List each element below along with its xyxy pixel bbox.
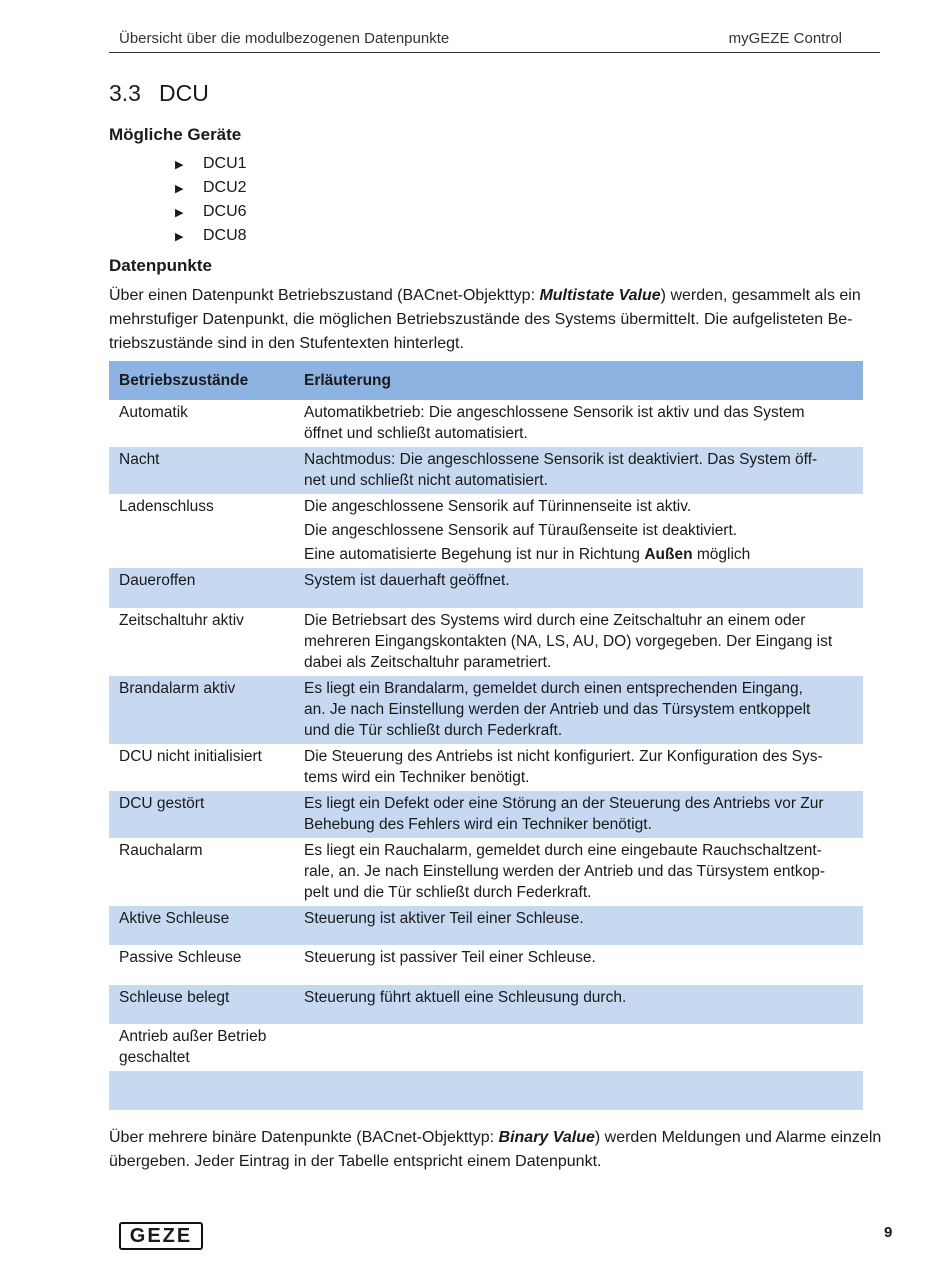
bullet-triangle-icon: ▶ xyxy=(175,207,184,219)
geze-logo: GEZE xyxy=(119,1222,203,1250)
binary-intro xyxy=(109,1126,919,1174)
object-type: Binary Value xyxy=(498,1129,595,1146)
table-row xyxy=(109,400,863,447)
description-cell: Es liegt ein Defekt oder eine Störung an der Steuerung des Antriebs vor Zur Behebung des Fehlers wird ein Techniker benötigt. xyxy=(294,791,863,838)
description-cell: Automatikbetrieb: Die angeschlossene Sensorik ist aktiv und das System öffnet und schließt automatisiert. xyxy=(304,404,805,442)
state-cell: Aktive Schleuse xyxy=(109,906,294,945)
state-cell: Nacht xyxy=(109,447,294,494)
table-row xyxy=(109,744,863,791)
state-cell: Ladenschluss xyxy=(119,498,214,515)
description-cell: Steuerung führt aktuell eine Schleusung durch. xyxy=(294,985,863,1024)
binary-text: ) werden Meldungen und Alarme einzeln xyxy=(594,1129,882,1146)
state-cell: Automatik xyxy=(119,404,188,421)
list-item xyxy=(175,178,247,202)
description-cell xyxy=(294,1024,863,1071)
states-table xyxy=(109,361,863,1110)
table-row xyxy=(109,906,863,945)
intro-text: Über einen Datenpunkt Betriebszustand (BACnet-Objekttyp: xyxy=(109,287,540,304)
devices-heading: Mögliche Geräte xyxy=(109,125,242,144)
device-label: DCU1 xyxy=(203,155,247,172)
table-header-row xyxy=(109,361,863,400)
section-number: 3.3 xyxy=(109,80,141,106)
bullet-triangle-icon: ▶ xyxy=(175,231,184,243)
table-row xyxy=(109,985,863,1024)
device-label: DCU6 xyxy=(203,203,247,220)
state-cell: Daueroffen xyxy=(109,568,294,608)
description-cell: Steuerung ist passiver Teil einer Schleuse. xyxy=(304,949,596,966)
table-row xyxy=(109,945,863,985)
table-row xyxy=(109,447,863,494)
description-cell: Es liegt ein Rauchalarm, gemeldet durch eine eingebaute Rauchschaltzent- rale, an. Je nach Einstellung werden der Antrieb und das Türsystem entkop- pelt und die Tür schließt durch Federkraft. xyxy=(304,842,825,901)
device-label: DCU8 xyxy=(203,227,247,244)
intro-text: triebszustände sind in den Stufentexten hinterlegt. xyxy=(109,335,464,352)
description-cell: Steuerung ist aktiver Teil einer Schleuse. xyxy=(294,906,863,945)
state-cell: Schleuse belegt xyxy=(109,985,294,1024)
list-item xyxy=(175,226,247,250)
page-number: 9 xyxy=(884,1224,893,1241)
state-cell: Passive Schleuse xyxy=(119,949,242,966)
column-header: Erläuterung xyxy=(294,361,863,400)
table-row xyxy=(109,791,863,838)
description-cell: Die Steuerung des Antriebs ist nicht konfiguriert. Zur Konfiguration des Sys- tems wird ein Techniker benötigt. xyxy=(304,748,823,786)
state-cell xyxy=(109,1071,294,1110)
table-row xyxy=(109,608,863,676)
table-row xyxy=(109,838,863,906)
bullet-triangle-icon: ▶ xyxy=(175,159,184,171)
state-cell: Antrieb außer Betrieb geschaltet xyxy=(119,1028,267,1066)
state-cell: Brandalarm aktiv xyxy=(109,676,294,744)
description-cell: Die Betriebsart des Systems wird durch eine Zeitschaltuhr an einem oder mehreren Eingangskontakten (NA, LS, AU, DO) vorgegeben. Der Eingang ist dabei als Zeitschaltuhr parametriert. xyxy=(304,612,833,671)
intro-text: ) werden, gesammelt als ein xyxy=(660,287,861,304)
page-header xyxy=(109,30,880,53)
bullet-triangle-icon: ▶ xyxy=(175,183,184,195)
description-cell: Nachtmodus: Die angeschlossene Sensorik ist deaktiviert. Das System öff- net und schließt nicht automatisiert. xyxy=(294,447,863,494)
header-right-title: myGEZE Control xyxy=(728,30,842,47)
table-row xyxy=(109,676,863,744)
binary-text: Über mehrere binäre Datenpunkte (BACnet-Objekttyp: xyxy=(109,1129,499,1146)
description-cell: Die angeschlossene Sensorik auf Türinnenseite ist aktiv. Die angeschlossene Sensorik auf Türaußenseite ist deaktiviert. Eine automatisierte Begehung ist nur in Richtung Außen möglich xyxy=(304,498,751,563)
description-cell: Es liegt ein Brandalarm, gemeldet durch einen entsprechenden Eingang, an. Je nach Einstellung werden der Antrieb und das Türsystem entkoppelt und die Tür schließt durch Federkraft. xyxy=(294,676,863,744)
table-row xyxy=(109,1024,863,1071)
intro-text: mehrstufiger Datenpunkt, die möglichen Betriebszustände des Systems übermittelt. Die aufgelisteten Be- xyxy=(109,311,853,328)
description-cell: System ist dauerhaft geöffnet. xyxy=(294,568,863,608)
device-label: DCU2 xyxy=(203,179,247,196)
table-row xyxy=(109,1071,863,1110)
list-item xyxy=(175,154,247,178)
table-row xyxy=(109,568,863,608)
binary-text: übergeben. Jeder Eintrag in der Tabelle entspricht einem Datenpunkt. xyxy=(109,1153,602,1170)
datapoints-heading: Datenpunkte xyxy=(109,256,212,275)
section-name: DCU xyxy=(159,80,209,106)
column-header: Betriebszustände xyxy=(109,361,294,400)
device-list xyxy=(175,154,247,250)
list-item xyxy=(175,202,247,226)
state-cell: DCU nicht initialisiert xyxy=(119,748,262,765)
header-left-title: Übersicht über die modulbezogenen Datenpunkte xyxy=(119,30,450,47)
state-cell: Rauchalarm xyxy=(119,842,203,859)
description-cell xyxy=(294,1071,863,1110)
section-title xyxy=(109,80,209,107)
object-type: Multistate Value xyxy=(539,287,661,304)
state-cell: Zeitschaltuhr aktiv xyxy=(119,612,244,629)
datapoints-intro xyxy=(109,284,909,356)
table-row xyxy=(109,494,863,568)
state-cell: DCU gestört xyxy=(109,791,294,838)
